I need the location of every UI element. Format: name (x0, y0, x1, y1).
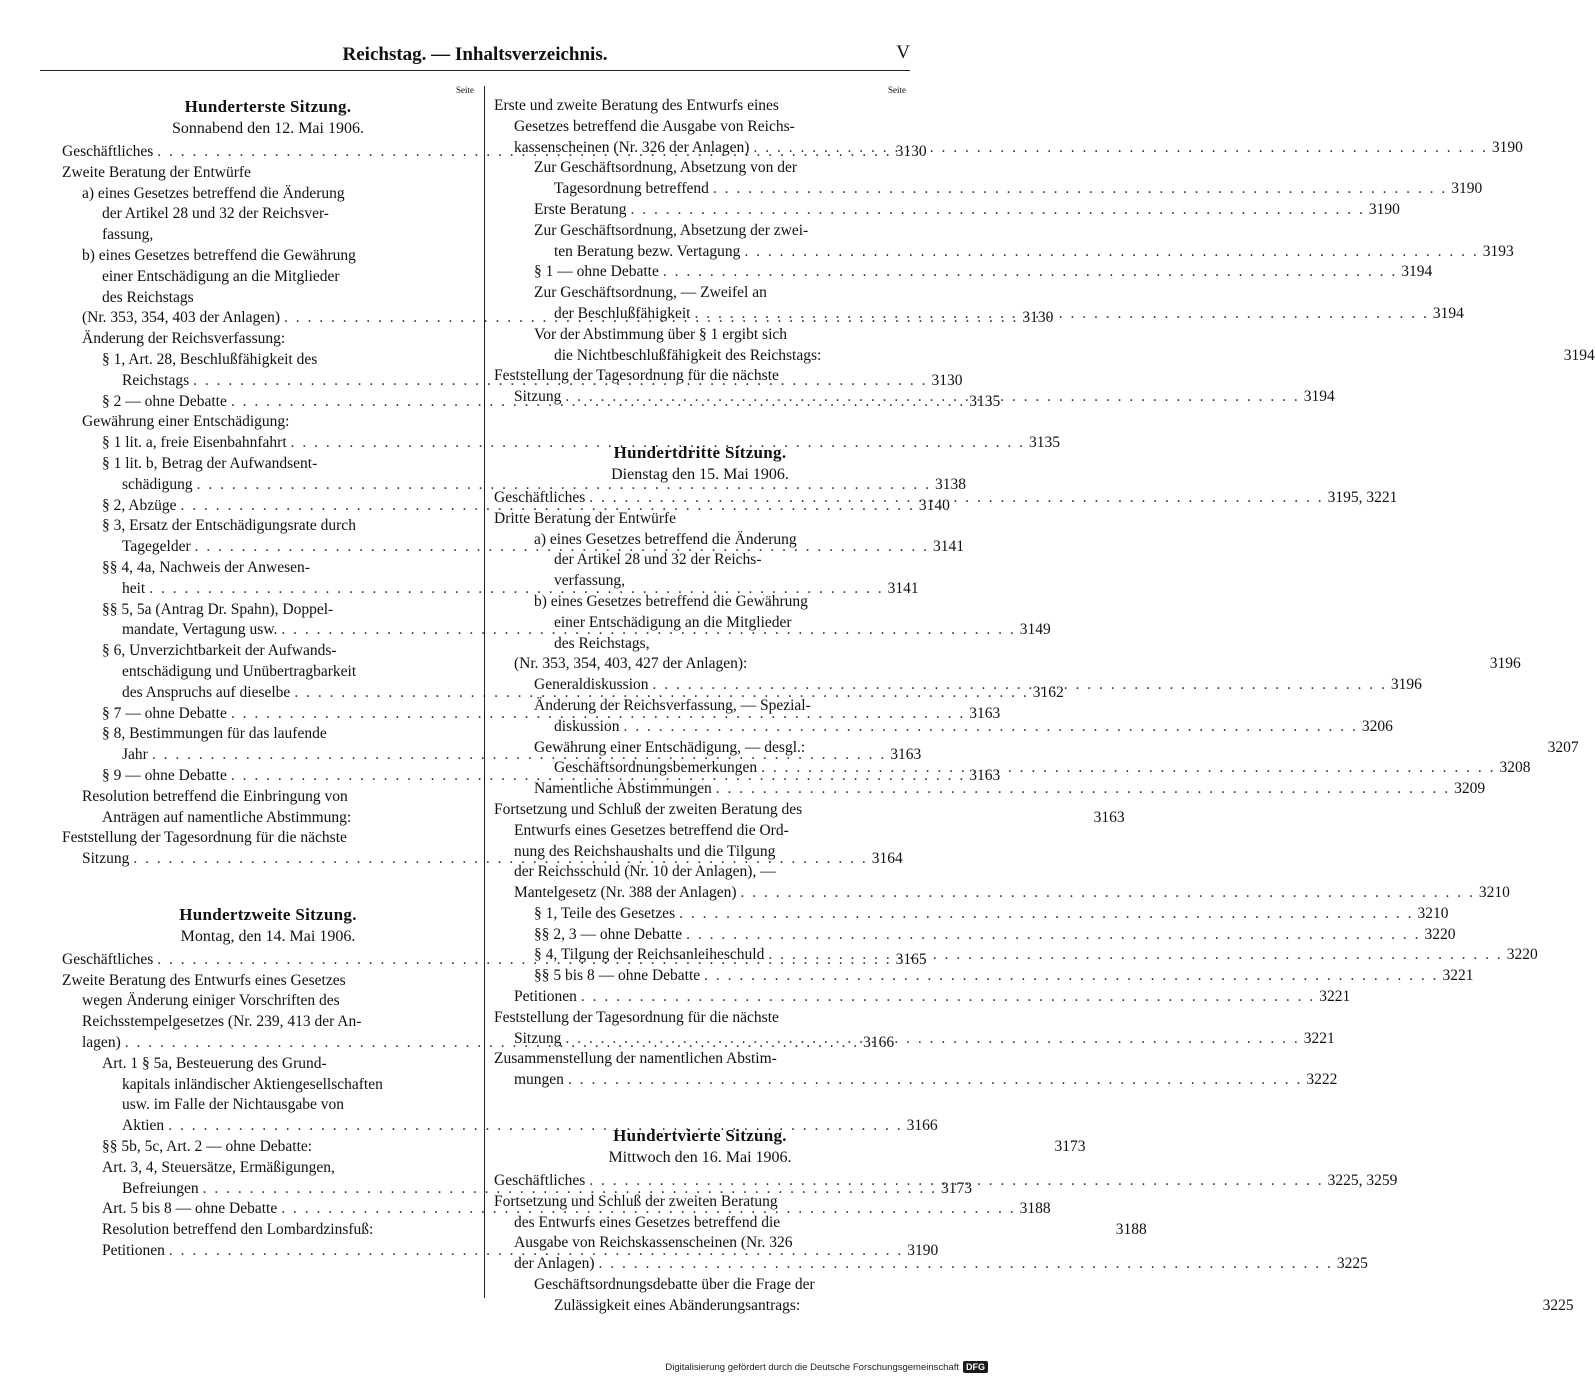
entry-text: §§ 5b, 5c, Art. 2 — ohne Debatte: (102, 1138, 313, 1156)
toc-entry (494, 925, 1456, 946)
toc-entry (494, 325, 906, 346)
entry-text: Art. 5 bis 8 — ohne Debatte (102, 1200, 278, 1218)
entry-page: 3173 (1054, 1138, 1086, 1156)
entry-text: a) eines Gesetzes betreffend die Änderung (534, 530, 797, 548)
entry-text: fassung, (102, 226, 154, 244)
entry-page: 3188 (1019, 1200, 1051, 1218)
dot-leader (623, 717, 1357, 738)
dot-leader (581, 987, 1315, 1008)
entry-text: Sitzung (82, 850, 130, 868)
toc-entry (494, 696, 906, 717)
session-title: Hunderterste Sitzung. (184, 97, 352, 116)
entry-text: § 1, Art. 28, Beschlußfähigkeit des (102, 350, 318, 368)
entry-text: § 9 — ohne Debatte (102, 766, 227, 784)
entry-page: 3225 (1336, 1255, 1368, 1273)
toc-entry (494, 883, 1510, 904)
entry-text: des Reichstags, (554, 634, 650, 652)
dot-leader (713, 179, 1447, 200)
toc-entry (494, 862, 906, 883)
toc-entry (494, 800, 906, 821)
toc-entry (494, 904, 1449, 925)
entry-text: Gewährung einer Entschädigung, — desgl.: (534, 738, 806, 756)
dot-leader (694, 304, 1428, 325)
entry-page: 3163 (969, 766, 1001, 784)
toc-entry (494, 346, 1595, 367)
toc-entry (494, 509, 906, 530)
entry-text: Zur Geschäftsordnung, Absetzung der zwei- (534, 221, 809, 239)
toc-entry (62, 204, 474, 225)
entry-text: mungen (514, 1071, 564, 1089)
toc-entry (494, 283, 906, 304)
entry-text: (Nr. 353, 354, 403 der Anlagen) (82, 309, 281, 327)
toc-entry (494, 550, 906, 571)
toc-entry (494, 1029, 1335, 1050)
entry-text: Ausgabe von Reichskassenscheinen (Nr. 326 (514, 1234, 793, 1252)
entry-text: Geschäftliches (494, 1172, 586, 1190)
dfg-logo-icon: DFG (963, 1361, 988, 1373)
toc-entry (62, 184, 474, 205)
entry-text: § 2, Abzüge (102, 496, 177, 514)
toc-entry (62, 329, 474, 350)
seite-label: Seite (456, 85, 474, 95)
toc-entry (62, 558, 474, 579)
entry-page: 3162 (1032, 683, 1064, 701)
toc-entry (494, 1254, 1368, 1275)
entry-text: Feststellung der Tagesordnung für die nächste (494, 1008, 779, 1026)
toc-entry (494, 634, 906, 655)
entry-text: § 1 lit. a, freie Eisenbahnfahrt (102, 434, 287, 452)
toc-entry (62, 787, 474, 808)
entry-text: wegen Änderung einiger Vorschriften des (82, 992, 340, 1010)
toc-entry (62, 288, 474, 309)
toc-entry (494, 179, 1483, 200)
entry-text: Zur Geschäftsordnung, Absetzung von der (534, 159, 798, 177)
entry-page: 3138 (934, 475, 966, 493)
entry-page: 3141 (933, 538, 964, 556)
session-date: Dienstag den 15. Mai 1906. (611, 465, 789, 483)
entry-text: schädigung (122, 475, 193, 493)
entry-text: des Anspruchs auf dieselbe (122, 683, 291, 701)
toc-entry (494, 1008, 906, 1029)
toc-entry (494, 1233, 906, 1254)
toc-entry (494, 366, 906, 387)
entry-text: Namentliche Abstimmungen (534, 780, 712, 798)
toc-entry (62, 724, 474, 745)
entry-page: 3190 (1491, 138, 1523, 156)
session-date: Mittwoch den 16. Mai 1906. (608, 1149, 792, 1167)
dot-leader (663, 262, 1397, 283)
entry-text: des Entwurfs eines Gesetzes betreffend die (514, 1213, 781, 1231)
entry-text: kapitals inländischer Aktiengesellschaften (122, 1075, 383, 1093)
toc-entry (494, 158, 906, 179)
entry-text: § 8, Bestimmungen für das laufende (102, 725, 327, 743)
toc-entry (494, 1049, 906, 1070)
entry-page: 3163 (969, 704, 1001, 722)
entry-text: Tagesordnung betreffend (554, 180, 709, 198)
entry-page: 3141 (887, 579, 919, 597)
dot-leader (568, 1070, 1302, 1091)
entry-page: 3188 (1115, 1221, 1147, 1239)
entry-page: 3210 (1417, 904, 1449, 922)
entry-page: 3225 (1542, 1296, 1574, 1314)
entry-text: der Anlagen) (514, 1255, 595, 1273)
toc-entry (62, 641, 474, 662)
footer-text: Digitalisierung gefördert durch die Deutsche Forschungsgemeinschaft (665, 1361, 959, 1373)
entry-text: Änderung der Reichsverfassung: (82, 330, 286, 348)
entry-text: der Artikel 28 und 32 der Reichsver- (102, 205, 329, 223)
entry-text: Mantelgesetz (Nr. 388 der Anlagen) (514, 884, 737, 902)
entry-text: (Nr. 353, 354, 403, 427 der Anlagen): (514, 655, 748, 673)
seite-label: Seite (888, 85, 906, 95)
entry-text: Art. 3, 4, Steuersätze, Ermäßigungen, (102, 1158, 335, 1176)
entry-text: Petitionen (514, 988, 577, 1006)
toc-entry (62, 991, 474, 1012)
entry-text: § 7 — ohne Debatte (102, 704, 227, 722)
entry-text: Feststellung der Tagesordnung für die nächste (494, 367, 779, 385)
entry-text: Fortsetzung und Schluß der zweiten Beratung (494, 1192, 778, 1210)
entry-text: Sitzung (514, 1029, 562, 1047)
entry-text: b) eines Gesetzes betreffend die Gewährung (82, 246, 356, 264)
entry-text: des Reichstags (102, 288, 194, 306)
toc-entry (494, 242, 1514, 263)
entry-page: 3221 (1319, 988, 1351, 1006)
entry-page: 3194 (1401, 263, 1433, 281)
entry-page: 3193 (1482, 242, 1514, 260)
entry-text: Gesetzes betreffend die Ausgabe von Reichs- (514, 117, 795, 135)
toc-entry (494, 117, 906, 138)
dot-leader (716, 779, 1450, 800)
entry-text: Zulässigkeit eines Abänderungsantrags: (554, 1296, 801, 1314)
entry-page: 3194 (1303, 388, 1335, 406)
toc-entry (62, 246, 474, 267)
footer (665, 1361, 988, 1373)
session-title: Hundertzweite Sitzung. (179, 904, 357, 924)
toc-entry (494, 1296, 1574, 1317)
entry-text: heit (122, 579, 146, 597)
entry-text: kassenscheinen (Nr. 326 der Anlagen) (514, 138, 750, 156)
toc-entry (494, 1070, 1338, 1091)
entry-text: Generaldiskussion (534, 676, 649, 694)
entry-text: § 1 — ohne Debatte (534, 263, 659, 281)
toc-entry (494, 96, 906, 117)
toc-entry (494, 987, 1351, 1008)
page-number: V (896, 42, 910, 63)
toc-entry (62, 163, 474, 184)
entry-page: 3194 (1563, 346, 1595, 364)
entry-page: 3130 (931, 371, 963, 389)
entry-text: Vor der Abstimmung über § 1 ergibt sich (534, 325, 788, 343)
toc-entry (494, 262, 1433, 283)
entry-page: 3140 (918, 496, 950, 514)
toc-entry (62, 1095, 474, 1116)
entry-text: Gewährung einer Entschädigung: (82, 413, 290, 431)
dot-leader (631, 200, 1365, 221)
toc-entry (494, 592, 906, 613)
entry-page: 3222 (1306, 1071, 1338, 1089)
entry-text: Zur Geschäftsordnung, — Zweifel an (534, 284, 767, 302)
session-date: Sonnabend den 12. Mai 1906. (172, 120, 364, 137)
entry-text: Resolution betreffend den Lombardzinsfuß: (102, 1221, 374, 1239)
toc-entry (62, 454, 474, 475)
entry-text: §§ 5 bis 8 — ohne Debatte (534, 967, 701, 985)
toc-entry (494, 779, 1486, 800)
toc-entry (62, 662, 474, 683)
toc-entry (494, 571, 906, 592)
entry-page: 3210 (1478, 884, 1510, 902)
dot-leader (744, 242, 1478, 263)
entry-text: Resolution betreffend die Einbringung von (82, 787, 348, 805)
entry-text: Petitionen (102, 1242, 165, 1260)
entry-text: Reichsstempelgesetzes (Nr. 239, 413 der An- (82, 1013, 362, 1031)
dot-leader (704, 966, 1438, 987)
dot-leader (565, 1029, 1299, 1050)
entry-page: 3130 (895, 143, 927, 160)
toc-entry (494, 613, 906, 634)
entry-text: die Nichtbeschlußfähigkeit des Reichstags: (554, 346, 822, 364)
entry-text: Art. 1 § 5a, Besteuerung des Grund- (102, 1054, 327, 1072)
entry-page: 3173 (940, 1179, 972, 1197)
entry-page: 3208 (1499, 759, 1531, 777)
entry-text: § 6, Unverzichtbarkeit der Aufwands- (102, 642, 337, 660)
entry-page: 3164 (871, 850, 903, 868)
dot-leader (761, 758, 1495, 779)
entry-text: Geschäftliches (62, 950, 154, 968)
entry-page: 3190 (1451, 180, 1483, 198)
entry-text: Dritte Beratung der Entwürfe (494, 509, 677, 527)
entry-text: Reichstags (122, 371, 190, 389)
dot-leader (653, 675, 1387, 696)
toc-entry (62, 475, 966, 496)
entry-text: der Artikel 28 und 32 der Reichs- (554, 551, 762, 569)
entry-page: 3194 (1432, 304, 1464, 322)
toc-entry (494, 966, 1474, 987)
entry-page: 3196 (1390, 676, 1422, 694)
entry-text: Entwurfs eines Gesetzes betreffend die Ord- (514, 821, 789, 839)
entry-page: 3206 (1361, 717, 1393, 735)
entry-page: 3221 (1442, 967, 1474, 985)
entry-page: 3195, 3221 (1327, 488, 1398, 506)
entry-page: 3221 (1303, 1029, 1335, 1047)
entry-text: Befreiungen (122, 1179, 199, 1197)
dot-leader (565, 387, 1299, 408)
entry-page: 3196 (1489, 655, 1521, 673)
entry-text: a) eines Gesetzes betreffend die Änderung (82, 184, 345, 202)
entry-text: einer Entschädigung an die Mitglieder (554, 613, 792, 631)
toc-entry (494, 821, 906, 842)
toc-entry (62, 1158, 474, 1179)
entry-page: 3166 (906, 1117, 938, 1135)
entry-page: 3135 (1029, 434, 1061, 452)
entry-page: 3190 (1368, 200, 1400, 218)
entry-text: § 3, Ersatz der Entschädigungsrate durch (102, 517, 356, 535)
entry-text: der Reichsschuld (Nr. 10 der Anlagen), — (514, 863, 776, 881)
entry-page: 3165 (895, 950, 927, 968)
toc-entry (62, 971, 474, 992)
toc-entry (62, 267, 474, 288)
entry-page: 3190 (907, 1242, 939, 1260)
entry-text: diskussion (554, 717, 620, 735)
entry-text: § 1, Teile des Gesetzes (534, 904, 676, 922)
entry-text: § 1 lit. b, Betrag der Aufwandsent- (102, 454, 318, 472)
entry-page: 3130 (1022, 309, 1054, 327)
entry-page: 3207 (1547, 738, 1579, 756)
entry-page: 3149 (1019, 621, 1051, 639)
entry-text: Erste und zweite Beratung des Entwurfs eines (494, 97, 779, 114)
entry-page: 3225, 3259 (1327, 1172, 1398, 1190)
entry-text: Feststellung der Tagesordnung für die nächste (62, 829, 347, 847)
entry-text: Geschäftliches (62, 143, 154, 160)
toc-entry (62, 600, 474, 621)
entry-text: Jahr (122, 746, 148, 764)
dot-leader (686, 925, 1420, 946)
dot-leader (679, 904, 1413, 925)
entry-text: Tagegelder (122, 538, 191, 556)
entry-page: 3209 (1454, 780, 1486, 798)
entry-text: Zweite Beratung des Entwurfs eines Gesetzes (62, 971, 346, 989)
entry-text: Sitzung (514, 388, 562, 406)
entry-text: §§ 2, 3 — ohne Debatte (534, 925, 683, 943)
entry-page: 3220 (1424, 925, 1456, 943)
entry-text: Aktien (122, 1117, 165, 1135)
toc-entry (62, 1054, 474, 1075)
session-date: Montag, den 14. Mai 1906. (180, 927, 356, 945)
toc-entry (494, 200, 1400, 221)
entry-page: 3135 (969, 392, 1001, 410)
dot-leader (768, 945, 1502, 966)
page-header (40, 38, 910, 74)
entry-text: Erste Beratung (534, 200, 627, 218)
toc-entry (62, 1075, 474, 1096)
toc-entry (62, 828, 474, 849)
toc-entry (62, 412, 474, 433)
running-title: Reichstag. — Inhaltsverzeichnis. (342, 44, 608, 65)
toc-entry (62, 1012, 474, 1033)
dot-leader (741, 883, 1475, 904)
entry-text: Geschäftliches (494, 488, 586, 506)
entry-text: der Beschlußfähigkeit (554, 304, 691, 322)
toc-entry (494, 842, 906, 863)
toc-entry (494, 1192, 906, 1213)
entry-text: mandate, Vertagung usw. (122, 621, 278, 639)
entry-page: 3163 (890, 746, 922, 764)
toc-entry (62, 516, 474, 537)
entry-text: usw. im Falle der Nichtausgabe von (122, 1096, 344, 1114)
entry-text: Zweite Beratung der Entwürfe (62, 163, 251, 181)
dot-leader (589, 1171, 1323, 1192)
toc-entry (62, 225, 474, 246)
toc-entry (494, 530, 906, 551)
dot-leader (589, 488, 1323, 509)
dot-leader (753, 138, 1487, 159)
entry-text: §§ 5, 5a (Antrag Dr. Spahn), Doppel- (102, 600, 334, 618)
entry-text: Zusammenstellung der namentlichen Abstim- (494, 1050, 777, 1068)
entry-text: ten Beratung bezw. Vertagung (554, 242, 741, 260)
entry-text: nung des Reichshaushalts und die Tilgung (514, 842, 776, 860)
dot-leader (598, 1254, 1332, 1275)
entry-text: einer Entschädigung an die Mitglieder (102, 267, 340, 285)
entry-text: Geschäftsordnungsbemerkungen (554, 759, 758, 777)
entry-text: lagen) (82, 1034, 121, 1052)
session-title: Hundertdritte Sitzung. (613, 442, 787, 462)
toc-entry (494, 221, 906, 242)
toc-entry (494, 1275, 906, 1296)
entry-text: Anträgen auf namentliche Abstimmung: (102, 808, 352, 826)
entry-text: b) eines Gesetzes betreffend die Gewährung (534, 592, 808, 610)
header-rule (40, 70, 910, 71)
entry-text: § 4, Tilgung der Reichsanleiheschuld (534, 946, 765, 964)
entry-text: Geschäftsordnungsdebatte über die Frage der (534, 1276, 815, 1294)
entry-text: verfassung, (554, 572, 626, 590)
toc-entry (494, 1213, 906, 1234)
toc-entry (62, 350, 474, 371)
entry-page: 3220 (1506, 946, 1538, 964)
entry-text: §§ 4, 4a, Nachweis der Anwesen- (102, 558, 310, 576)
entry-text: Änderung der Reichsverfassung, — Spezial- (534, 696, 811, 714)
entry-page: 3163 (1093, 808, 1125, 826)
entry-page: 3166 (863, 1034, 895, 1052)
toc-entry (494, 717, 1393, 738)
session-title: Hundertvierte Sitzung. (613, 1126, 787, 1146)
toc-entry (494, 654, 1521, 675)
entry-text: § 2 — ohne Debatte (102, 392, 227, 410)
entry-text: entschädigung und Unübertragbarkeit (122, 662, 357, 680)
entry-text: Fortsetzung und Schluß der zweiten Beratung des (494, 800, 803, 818)
